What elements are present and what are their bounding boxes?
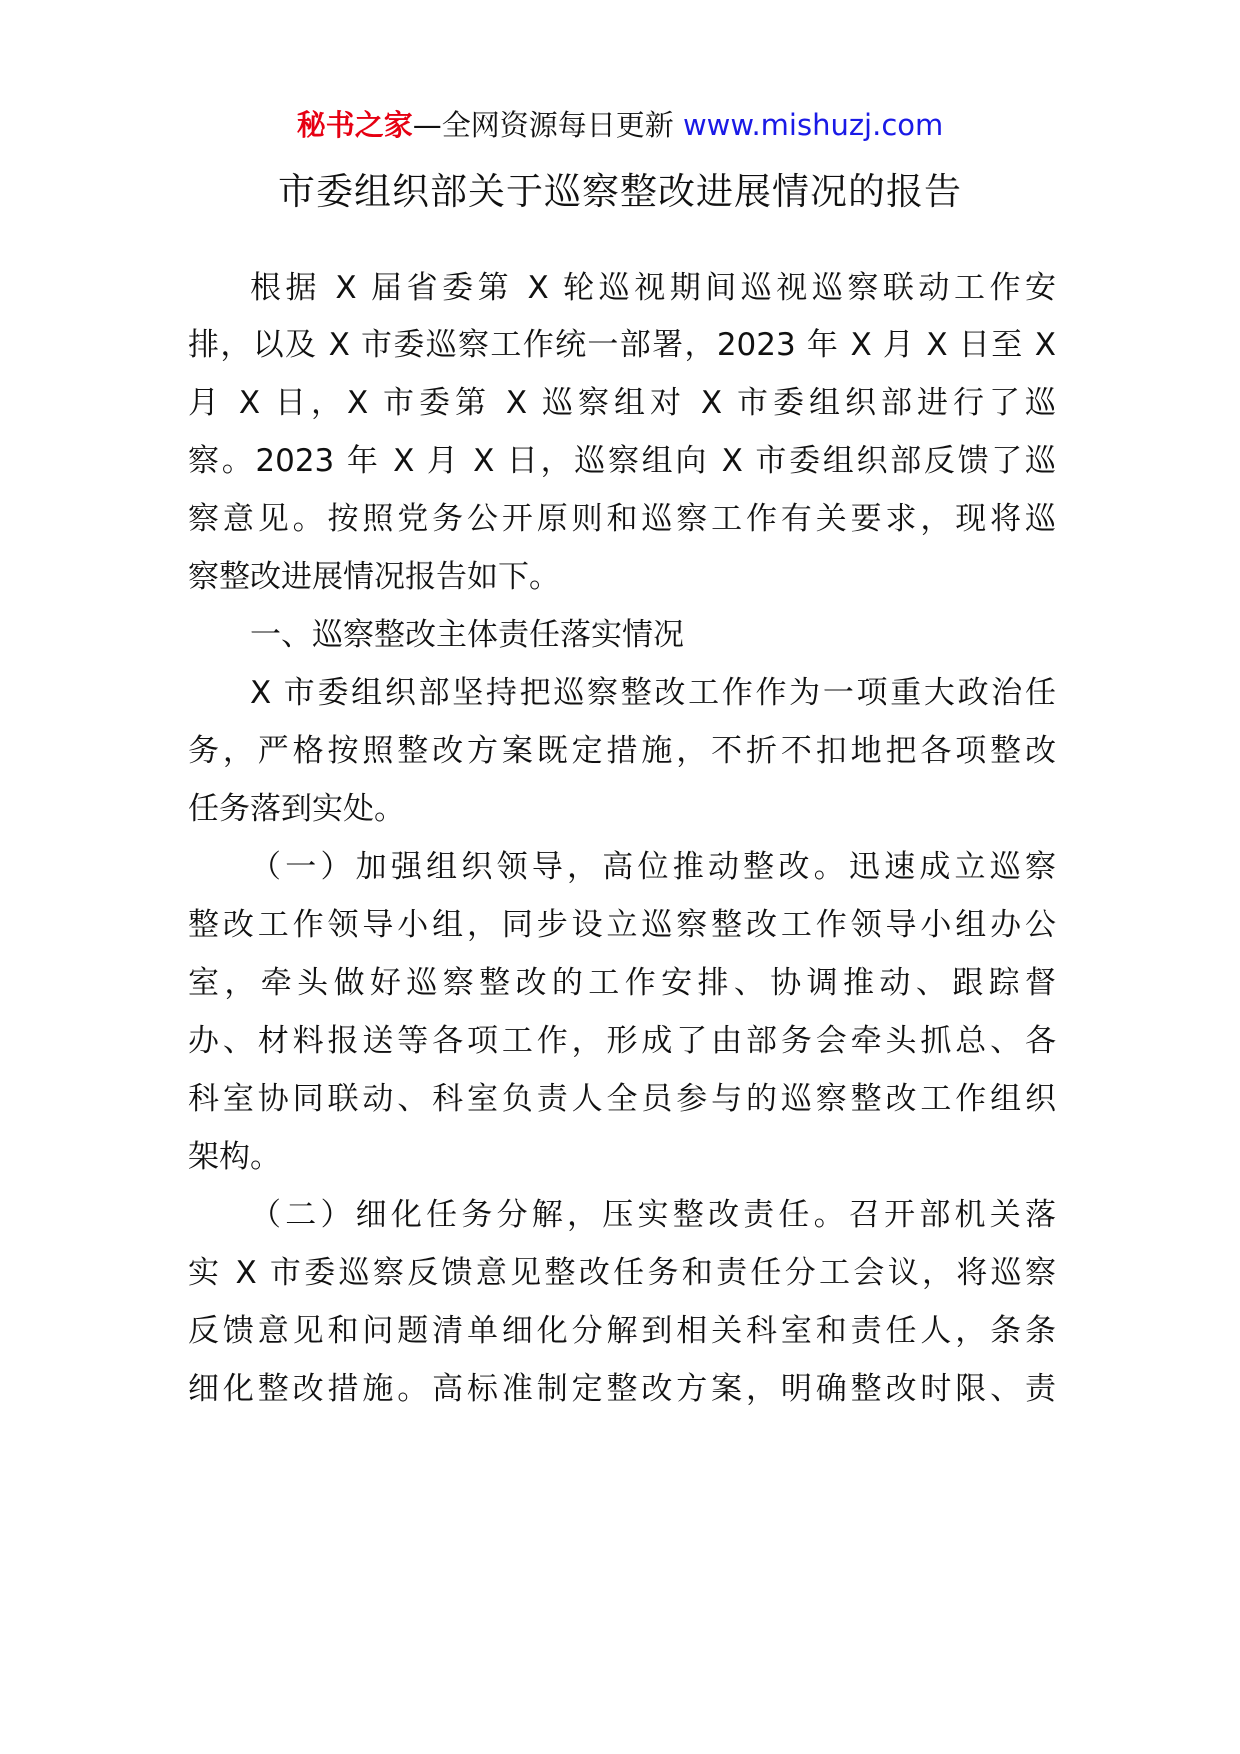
paragraph-line: 月 X 日，X 市委第 X 巡察组对 X 市委组织部进行了巡 bbox=[188, 385, 1056, 421]
paragraph-line: 察。2023 年 X 月 X 日，巡察组向 X 市委组织部反馈了巡 bbox=[188, 443, 1056, 479]
paragraph-line: （一）加强组织领导，高位推动整改。迅速成立巡察 bbox=[250, 849, 1056, 885]
paragraph-line: 整改工作领导小组，同步设立巡察整改工作领导小组办公 bbox=[188, 907, 1056, 943]
paragraph-line: 细化整改措施。高标准制定整改方案，明确整改时限、责 bbox=[188, 1371, 1056, 1407]
section-heading: 一、巡察整改主体责任落实情况 bbox=[250, 617, 684, 653]
banner-tagline: —全网资源每日更新 bbox=[412, 108, 683, 142]
paragraph-line: X 市委组织部坚持把巡察整改工作作为一项重大政治任 bbox=[250, 675, 1056, 711]
paragraph-line: 室，牵头做好巡察整改的工作安排、协调推动、跟踪督 bbox=[188, 965, 1056, 1001]
paragraph-line: （二）细化任务分解，压实整改责任。召开部机关落 bbox=[250, 1197, 1056, 1233]
paragraph-line: 察整改进展情况报告如下。 bbox=[188, 559, 560, 595]
site-banner bbox=[0, 104, 1240, 146]
paragraph-line: 察意见。按照党务公开原则和巡察工作有关要求，现将巡 bbox=[188, 501, 1056, 537]
paragraph-line: 办、材料报送等各项工作，形成了由部务会牵头抓总、各 bbox=[188, 1023, 1056, 1059]
paragraph-line: 根据 X 届省委第 X 轮巡视期间巡视巡察联动工作安 bbox=[250, 270, 1056, 306]
brand-name: 秘书之家 bbox=[296, 108, 413, 142]
document-title: 市委组织部关于巡察整改进展情况的报告 bbox=[278, 170, 962, 213]
paragraph-line: 架构。 bbox=[188, 1139, 281, 1175]
paragraph-line: 排，以及 X 市委巡察工作统一部署，2023 年 X 月 X 日至 X bbox=[188, 327, 1056, 363]
website-link[interactable]: www.mishuzj.com bbox=[682, 108, 944, 142]
paragraph-line: 反馈意见和问题清单细化分解到相关科室和责任人，条条 bbox=[188, 1313, 1056, 1349]
paragraph-line: 科室协同联动、科室负责人全员参与的巡察整改工作组织 bbox=[188, 1081, 1056, 1117]
paragraph-line: 实 X 市委巡察反馈意见整改任务和责任分工会议，将巡察 bbox=[188, 1255, 1056, 1291]
paragraph-line: 务，严格按照整改方案既定措施，不折不扣地把各项整改 bbox=[188, 733, 1056, 769]
paragraph-line: 任务落到实处。 bbox=[188, 791, 405, 827]
